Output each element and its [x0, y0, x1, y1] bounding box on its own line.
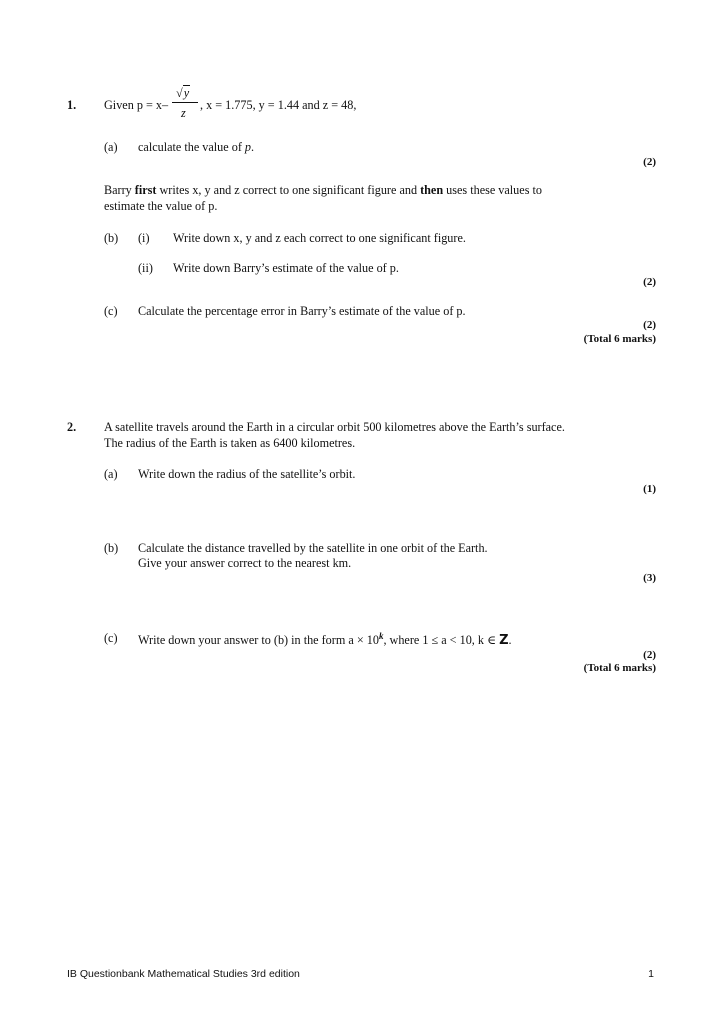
q2-part-a-marks: (1) [643, 483, 656, 495]
footer-source: IB Questionbank Mathematical Studies 3rd edition [67, 968, 300, 980]
q2-total-marks: (Total 6 marks) [583, 662, 656, 674]
footer-page-number: 1 [648, 968, 654, 980]
question-2-intro-line2: The radius of the Earth is taken as 6400 kilometres. [104, 436, 356, 450]
fraction-sqrt-y-over-z [172, 86, 202, 126]
fraction-bar [172, 102, 198, 103]
q2-part-c-text: Write down your answer to (b) in the form $a \times 10^k$, where 1 ≤ a < 10, k ∈ Z. [138, 631, 512, 649]
q1-part-b-ii-text: Write down Barry’s estimate of the value of p. [173, 261, 399, 275]
q1-part-a-text: calculate the value of p. [138, 140, 255, 154]
question-1-number: 1. [67, 98, 77, 112]
q1-part-a-marks: (2) [643, 156, 656, 168]
q2-part-b-marks: (3) [643, 572, 656, 584]
q1-part-c-label: (c) [104, 304, 118, 318]
q1-part-b-i-text: Write down x, y and z each correct to one significant figure. [173, 231, 466, 245]
q1-part-b-ii-label: (ii) [138, 261, 153, 275]
q1-total-marks: (Total 6 marks) [583, 333, 656, 345]
fraction-numerator: √y [176, 86, 190, 100]
question-1-intro-values: , x = 1.775, y = 1.44 and z = 48, [200, 98, 357, 112]
q2-part-c-marks: (2) [643, 649, 656, 661]
question-2-intro-line1: A satellite travels around the Earth in a circular orbit 500 kilometres above the Earth’s surface. [104, 420, 565, 434]
q2-part-a-label: (a) [104, 467, 118, 481]
q1-barry-text-line1: Barry first writes x, y and z correct to one significant figure and then uses these values to [104, 183, 542, 197]
q1-part-b-i-label: (i) [138, 231, 150, 245]
q1-part-b-label: (b) [104, 231, 119, 245]
q1-barry-text-line2: estimate the value of p. [104, 199, 218, 213]
q1-part-b-marks: (2) [643, 276, 656, 288]
q2-part-b-text-line2: Give your answer correct to the nearest km. [138, 556, 352, 570]
q1-part-a-label: (a) [104, 140, 118, 154]
sqrt-radicand: y [183, 86, 190, 100]
q1-part-c-text: Calculate the percentage error in Barry’s estimate of the value of p. [138, 304, 466, 318]
fraction-denominator: z [181, 106, 186, 120]
q2-part-c-label: (c) [104, 631, 118, 645]
q2-part-a-text: Write down the radius of the satellite’s orbit. [138, 467, 356, 481]
q2-part-b-text-line1: Calculate the distance travelled by the satellite in one orbit of the Earth. [138, 541, 488, 555]
q1-part-c-marks: (2) [643, 319, 656, 331]
question-2-number: 2. [67, 420, 77, 434]
question-1-intro-given: Given p = x– [104, 98, 169, 112]
q2-part-b-label: (b) [104, 541, 119, 555]
